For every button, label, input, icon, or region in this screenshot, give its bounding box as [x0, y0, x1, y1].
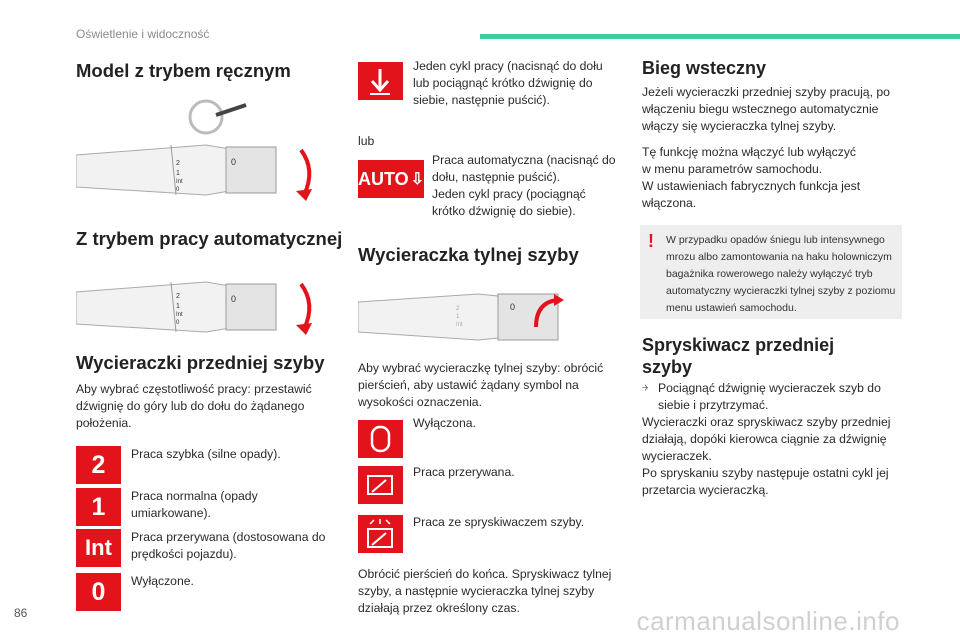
svg-text:2: 2	[456, 306, 460, 312]
auto-arrow-icon: ⇩	[410, 171, 425, 188]
svg-text:2: 2	[176, 160, 180, 167]
bullet-arrow-icon: ￫	[642, 381, 649, 395]
watermark: carmanualsonline.info	[636, 606, 900, 636]
rear-wiper-outro: Obrócić pierścień do końca. Spryskiwacz tylnej szyby, a następnie wycieraczka tylnej szyby działają przez określony czas.	[358, 567, 612, 615]
washer-bullet-text: Pociągnąć dźwignię wycieraczek szyb do siebie i przytrzymać.	[658, 381, 881, 412]
svg-text:0: 0	[176, 187, 180, 193]
svg-text:0: 0	[176, 320, 180, 326]
single-cycle-down-arrow-icon	[358, 62, 403, 100]
rear-wiper-intro: Aby wybrać wycieraczkę tylnej szyby: obrócić pierścień, aby ustawić żądany symbol na wysokości oznaczenia.	[358, 361, 604, 409]
rear-wiper-title: Wycieraczka tylnej szyby	[358, 244, 579, 265]
position-badge: 1	[76, 488, 121, 526]
auto-mode-title: Z trybem pracy automatycznej	[76, 228, 343, 249]
svg-text:Int: Int	[456, 322, 463, 328]
svg-text:2: 2	[176, 293, 180, 300]
svg-text:0: 0	[231, 294, 237, 304]
wiper-lever-illustration-manual	[76, 95, 336, 210]
position-text: Praca szybka (silne opady).	[131, 447, 281, 461]
position-text: Praca normalna (opady umiarkowane).	[131, 489, 258, 520]
wiper-washer-icon	[358, 515, 403, 553]
svg-text:0: 0	[510, 302, 516, 312]
warning-exclamation-icon: !	[648, 231, 654, 251]
front-wipers-title: Wycieraczki przedniej szyby	[76, 352, 325, 373]
auto-mode-text: Praca automatyczna (nacisnąć do dołu, następnie puścić). Jeden cykl pracy (pociągnąć krótko dźwignię do siebie).	[432, 153, 616, 218]
svg-text:0: 0	[231, 157, 237, 167]
manual-mode-title: Model z trybem ręcznym	[76, 60, 291, 81]
reverse-gear-setting-text: Tę funkcję można włączyć lub wyłączyć w menu parametrów samochodu. W ustawieniach fabrycznych funkcja jest włączona.	[642, 145, 861, 210]
reverse-gear-text: Jeżeli wycieraczki przedniej szyby pracują, po włączeniu biegu wstecznego automatycznie włączy się wycieraczka tylnej szyby.	[642, 85, 890, 133]
section-header: Oświetlenie i widoczność	[76, 27, 210, 41]
or-label: lub	[358, 134, 375, 148]
rear-wiper-ring-illustration	[358, 282, 618, 347]
reverse-gear-title: Bieg wsteczny	[642, 58, 767, 78]
position-text: Wyłączone.	[131, 574, 194, 588]
svg-text:1: 1	[456, 314, 460, 320]
svg-text:Int: Int	[176, 179, 183, 185]
off-symbol-icon	[358, 420, 403, 458]
snow-warning-note	[640, 225, 902, 319]
svg-text:1: 1	[176, 303, 180, 310]
rear-mode-text: Praca ze spryskiwaczem szyby.	[413, 515, 585, 529]
single-cycle-text: Jeden cykl pracy (nacisnąć do dołu lub pociągnąć krótko dźwignię do siebie, następnie puścić).	[413, 59, 603, 107]
position-badge: 2	[76, 446, 121, 484]
position-badge: Int	[76, 529, 121, 567]
washer-title: Spryskiwacz przedniej szyby	[642, 335, 835, 377]
rear-mode-text: Praca przerywana.	[413, 465, 515, 479]
intermittent-wiper-icon	[358, 466, 403, 504]
rear-mode-text: Wyłączona.	[413, 416, 476, 430]
snow-warning-text: W przypadku opadów śniegu lub intensywnego mrozu albo zamontowania na haku holowniczym bagażnika rowerowego należy wyłączyć tryb automatyczny wycieraczki tylnej szyby z poziomu menu ustawień samochodu.	[666, 234, 896, 314]
header-accent-bar	[480, 34, 960, 39]
washer-text: Wycieraczki oraz spryskiwacz szyby przedniej działają, dopóki kierowca ciągnie za dźwignię wycieraczek. Po spryskaniu szyby następuje ostatni cykl jej przetarcia wycieraczką.	[642, 415, 891, 497]
front-wipers-intro: Aby wybrać częstotliwość pracy: przestawić dźwignię do góry lub do dołu do żądanego położenia.	[76, 382, 312, 430]
auto-badge	[358, 160, 424, 198]
position-badge: 0	[76, 573, 121, 611]
position-text: Praca przerywana (dostosowana do prędkości pojazdu).	[131, 530, 326, 561]
auto-badge-label: AUTO	[357, 168, 409, 189]
page-number: 86	[14, 606, 28, 620]
wiper-lever-illustration-auto	[76, 262, 336, 347]
svg-text:Int: Int	[176, 312, 183, 318]
svg-text:1: 1	[176, 170, 180, 177]
